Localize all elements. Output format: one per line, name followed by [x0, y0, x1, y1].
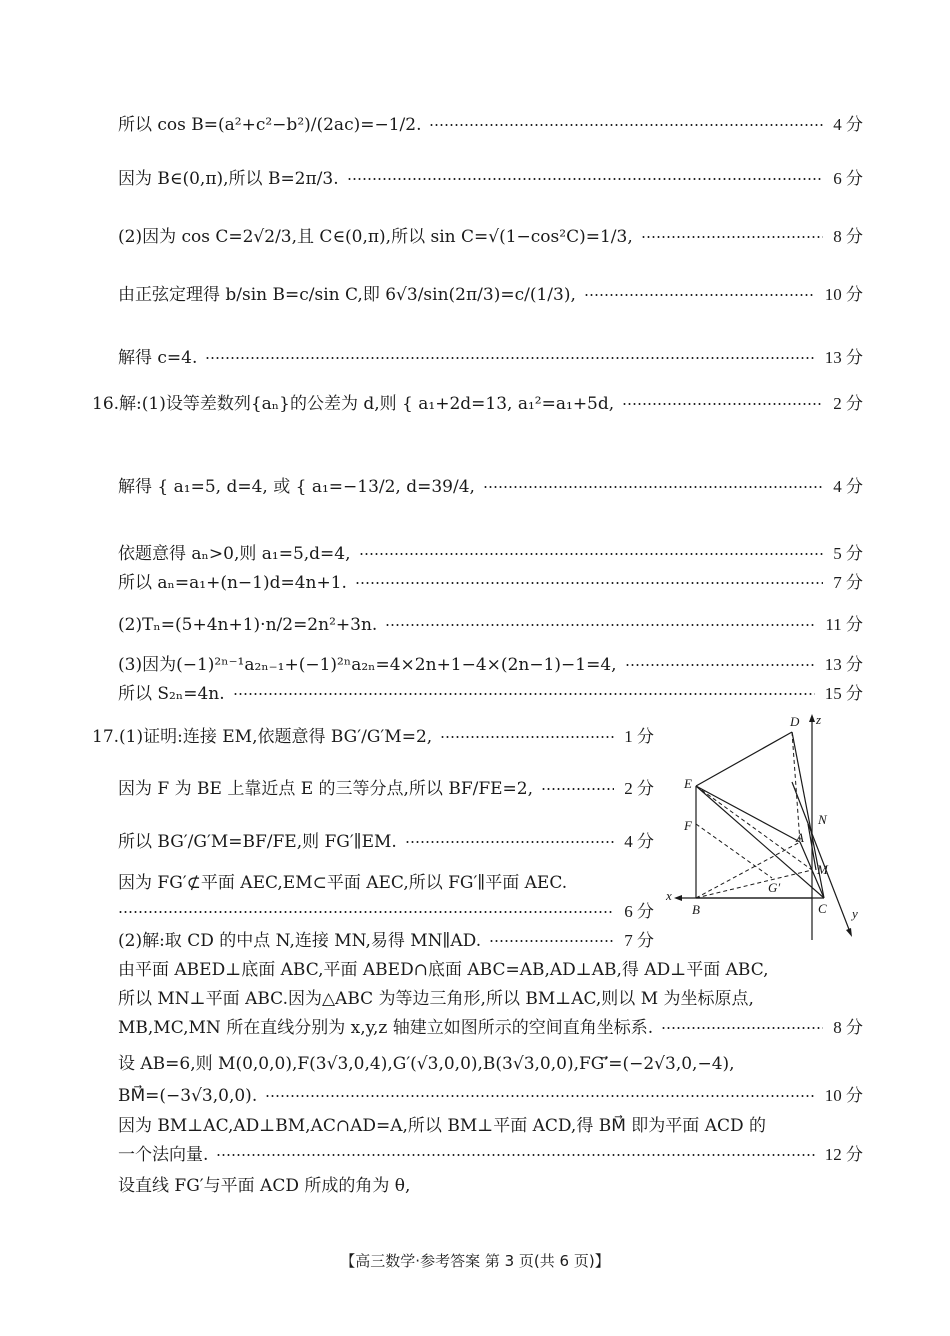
line-q17-midpoint: [118, 930, 654, 952]
score: 6 分: [624, 902, 654, 921]
line-q17-perp: 由平面 ABED⊥底面 ABC,平面 ABED∩底面 ABC=AB,AD⊥AB,得 AD⊥平面 ABC,: [118, 960, 769, 980]
statement: 17.(1)证明:连接 EM,依题意得 BG′/G′M=2,: [92, 727, 433, 747]
edge-EA: [696, 786, 800, 842]
leader-dots: [385, 624, 815, 626]
score: 4 分: [624, 832, 654, 851]
edge-EC: [696, 786, 824, 898]
line-q16-sum: [118, 683, 863, 705]
label-D: D: [790, 714, 800, 729]
line-q17-origin: 所以 MN⊥平面 ABC.因为△ABC 为等边三角形,所以 BM⊥AC,则以 M 为坐标原点,: [118, 989, 754, 1009]
score: 13 分: [824, 348, 863, 367]
statement: MB,MC,MN 所在直线分别为 x,y,z 轴建立如图所示的空间直角坐标系.: [118, 1018, 654, 1038]
label-y: y: [852, 906, 858, 921]
statement: BM⃗=(−3√3,0,0).: [118, 1086, 258, 1106]
score: 8 分: [833, 227, 863, 246]
leader-dots: [440, 736, 614, 738]
leader-dots: [216, 1154, 814, 1156]
label-G: G′: [768, 880, 781, 895]
y-axis-arrow: [846, 928, 852, 937]
statement: 所以 aₙ=a₁+(n−1)d=4n+1.: [118, 573, 347, 593]
score: 7 分: [833, 573, 863, 592]
dashed-BA: [696, 842, 800, 898]
line-q17-axes: [118, 1017, 863, 1039]
statement: (3)因为(−1)²ⁿ⁻¹a₂ₙ₋₁+(−1)²ⁿa₂ₙ=4×2n+1−4×(2n−1)−1=4,: [118, 655, 617, 675]
line-b-value: [118, 168, 863, 190]
statement: 所以 cos B=(a²+c²−b²)/(2ac)=−1/2.: [118, 115, 422, 135]
score: 4 分: [833, 477, 863, 496]
leader-dots: [429, 124, 823, 126]
line-q17-trisect: [118, 778, 654, 800]
leader-dots: [661, 1027, 823, 1029]
line-sin-c: [118, 226, 863, 248]
leader-dots: [118, 911, 614, 913]
leader-dots: [625, 664, 815, 666]
page-footer: 【高三数学·参考答案 第 3 页(共 6 页)】: [340, 1252, 610, 1270]
line-c-value: [118, 347, 863, 369]
statement: 因为 B∈(0,π),所以 B=2π/3.: [118, 169, 339, 189]
statement: 依题意得 aₙ>0,则 a₁=5,d=4,: [118, 544, 351, 564]
dashed-FG: [696, 824, 772, 878]
line-q17-prove: [92, 726, 654, 748]
score: 5 分: [833, 544, 863, 563]
dashed-DA: [792, 732, 800, 842]
z-axis-arrow: [809, 714, 815, 722]
line-q16-setup: [92, 393, 863, 415]
score: 13 分: [824, 655, 863, 674]
statement: (2)Tₙ=(5+4n+1)·n/2=2n²+3n.: [118, 615, 378, 635]
label-F: F: [684, 818, 692, 833]
statement: 一个法向量.: [118, 1145, 209, 1165]
score: 4 分: [833, 115, 863, 134]
statement: 由正弦定理得 b/sin B=c/sin C,即 6√3/sin(2π/3)=c/(1/3),: [118, 285, 576, 305]
x-axis-arrow: [674, 895, 682, 901]
leader-dots: [641, 236, 824, 238]
line-q17-bm: [118, 1085, 863, 1107]
line-q17-plane-score: [118, 901, 654, 923]
line-sine-rule: [118, 284, 863, 306]
score: 12 分: [824, 1145, 863, 1164]
leader-dots: [584, 294, 815, 296]
line-q17-normal: 因为 BM⊥AC,AD⊥BM,AC∩AD=A,所以 BM⊥平面 ACD,得 BM⃗ 即为平面 ACD 的: [118, 1116, 767, 1136]
statement: (2)因为 cos C=2√2/3,且 C∈(0,π),所以 sin C=√(1−cos²C)=1/3,: [118, 227, 633, 247]
score: 10 分: [824, 1086, 863, 1105]
line-q16-select: [118, 543, 863, 565]
score: 1 分: [624, 727, 654, 746]
label-z: z: [816, 712, 822, 727]
line-q17-parallel: [118, 831, 654, 853]
leader-dots: [489, 940, 614, 942]
score: 2 分: [624, 779, 654, 798]
label-x: x: [666, 888, 672, 903]
score: 6 分: [833, 169, 863, 188]
leader-dots: [483, 486, 823, 488]
leader-dots: [622, 403, 823, 405]
leader-dots: [405, 841, 614, 843]
dashed-BM: [696, 870, 812, 898]
line-q16-solve: [118, 476, 863, 498]
geometry-figure: [660, 712, 870, 944]
leader-dots: [233, 693, 815, 695]
leader-dots: [205, 357, 814, 359]
statement: 解得 c=4.: [118, 348, 198, 368]
statement: 因为 F 为 BE 上靠近点 E 的三等分点,所以 BF/FE=2,: [118, 779, 534, 799]
statement: 解得 { a₁=5, d=4, 或 { a₁=−13/2, d=39/4,: [118, 477, 475, 497]
leader-dots: [355, 582, 823, 584]
statement: 所以 BG′/G′M=BF/FE,则 FG′∥EM.: [118, 832, 397, 852]
label-B: B: [692, 902, 700, 917]
line-q17-coords: 设 AB=6,则 M(0,0,0),F(3√3,0,4),G′(√3,0,0),B(3√3,0,0),FG′⃗=(−2√3,0,−4),: [118, 1054, 735, 1074]
score: 15 分: [824, 684, 863, 703]
score: 2 分: [833, 394, 863, 413]
label-C: C: [818, 901, 827, 916]
label-N: N: [818, 812, 827, 827]
line-q17-normal-score: [118, 1144, 863, 1166]
dashed-EM: [696, 786, 812, 870]
edge-ED: [696, 732, 792, 786]
score: 11 分: [825, 615, 863, 634]
leader-dots: [265, 1095, 815, 1097]
label-E: E: [684, 776, 692, 791]
label-M: M: [817, 862, 828, 877]
score: 8 分: [833, 1018, 863, 1037]
line-q16-general: [118, 572, 863, 594]
line-q16-tn: [118, 614, 863, 636]
leader-dots: [359, 553, 824, 555]
leader-dots: [347, 178, 824, 180]
line-cos-b: [118, 114, 863, 136]
score: 7 分: [624, 931, 654, 950]
label-A: A: [796, 830, 804, 845]
statement: 16.解:(1)设等差数列{aₙ}的公差为 d,则 { a₁+2d=13, a₁²=a₁+5d,: [92, 394, 615, 414]
leader-dots: [541, 788, 614, 790]
line-q17-plane: 因为 FG′⊄平面 AEC,EM⊂平面 AEC,所以 FG′∥平面 AEC.: [118, 873, 568, 893]
statement: (2)解:取 CD 的中点 N,连接 MN,易得 MN∥AD.: [118, 931, 482, 951]
score: 10 分: [824, 285, 863, 304]
line-q16-pair: [118, 654, 863, 676]
line-q17-angle: 设直线 FG′与平面 ACD 所成的角为 θ,: [118, 1176, 411, 1196]
statement: 所以 S₂ₙ=4n.: [118, 684, 225, 704]
